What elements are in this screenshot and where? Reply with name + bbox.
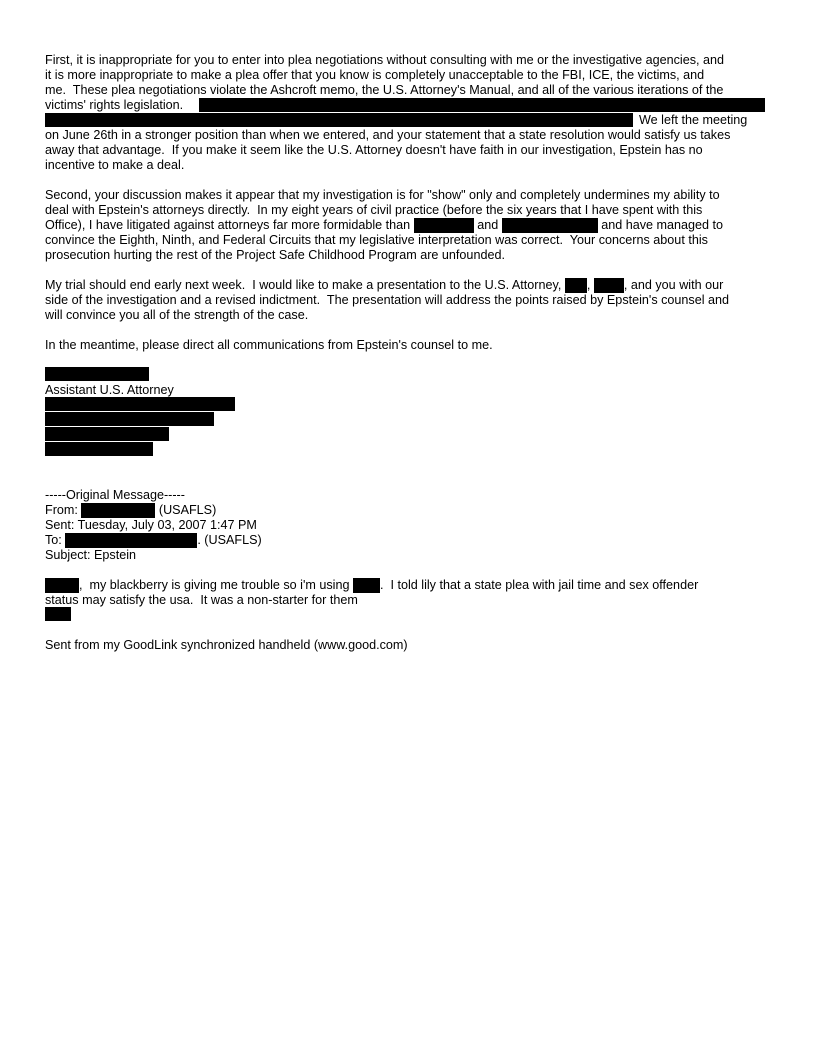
original-message-separator: -----Original Message----- <box>45 488 185 502</box>
original-sent: Sent: Tuesday, July 03, 2007 1:47 PM <box>45 518 257 532</box>
p2-line-3-text-a: Office), I have litigated against attorneys far more formidable than <box>45 218 411 232</box>
redaction-block <box>414 218 474 233</box>
p4-line: In the meantime, please direct all communications from Epstein's counsel to me. <box>45 338 493 352</box>
p1-line-3: me. These plea negotiations violate the Ashcroft memo, the U.S. Attorney's Manual, and all of the various iterations of the <box>45 83 724 97</box>
p2-line-3 <box>45 218 723 233</box>
redaction-block <box>565 278 587 293</box>
signature-name-redaction <box>45 367 149 381</box>
p2-line-4: convince the Eighth, Ninth, and Federal Circuits that my legislative interpretation was correct. Your concerns about this <box>45 233 708 247</box>
redaction-block <box>594 278 624 293</box>
p2-line-3-text-b: and <box>477 218 499 232</box>
original-subject: Subject: Epstein <box>45 548 137 562</box>
p3-line-3: will convince you all of the strength of the case. <box>45 308 309 322</box>
redaction-block <box>353 578 380 593</box>
p1-line-5-tail: We left the meeting <box>639 113 748 127</box>
original-body-line-1 <box>45 578 698 593</box>
p1-line-2: it is more inappropriate to make a plea offer that you know is completely unacceptable to the FBI, ICE, the victims, and <box>45 68 705 82</box>
p3-line-1-text-c: , and you with our <box>623 278 724 292</box>
redaction-block <box>45 578 79 593</box>
body-signoff-redaction <box>45 607 71 621</box>
p3-line-1-text-a: My trial should end early next week. I would like to make a presentation to the U.S. Attorney, <box>45 278 562 292</box>
original-to <box>45 533 262 548</box>
redaction-block <box>45 113 633 127</box>
p2-line-2: deal with Epstein's attorneys directly. In my eight years of civil practice (before the six years that I have spent with this <box>45 203 703 217</box>
to-label: To: <box>45 533 62 547</box>
signature-title: Assistant U.S. Attorney <box>45 383 174 397</box>
to-suffix: . (USAFLS) <box>197 533 262 547</box>
p1-line-7: away that advantage. If you make it seem like the U.S. Attorney doesn't have faith in our investigation, Epstein has no <box>45 143 703 157</box>
p2-line-5: prosecution hurting the rest of the Project Safe Childhood Program are unfounded. <box>45 248 505 262</box>
p1-line-8: incentive to make a deal. <box>45 158 185 172</box>
p1-line-6: on June 26th in a stronger position than when we entered, and your statement that a state resolution would satisfy us takes <box>45 128 731 142</box>
redaction-block <box>81 503 155 518</box>
original-body-line-2: status may satisfy the usa. It was a non-starter for them <box>45 593 358 607</box>
signature-redaction <box>45 427 169 441</box>
from-label: From: <box>45 503 78 517</box>
p3-line-1-comma: , <box>586 278 591 292</box>
body-text-a: , my blackberry is giving me trouble so i'm using <box>79 578 350 592</box>
p2-line-3-text-c: and have managed to <box>601 218 724 232</box>
p1-line-1: First, it is inappropriate for you to enter into plea negotiations without consulting with me or the investigative agencies, and <box>45 53 725 67</box>
redaction-block <box>502 218 598 233</box>
signature-redaction <box>45 442 153 456</box>
signature-redaction <box>45 397 235 411</box>
original-footer: Sent from my GoodLink synchronized handheld (www.good.com) <box>45 638 408 652</box>
redaction-block <box>199 98 765 112</box>
p1-line-4: victims' rights legislation. <box>45 98 184 112</box>
body-text-b: . I told lily that a state plea with jail time and sex offender <box>379 578 699 592</box>
redaction-block <box>65 533 197 548</box>
original-from <box>45 503 216 518</box>
from-suffix: (USAFLS) <box>158 503 217 517</box>
p3-line-2: side of the investigation and a revised indictment. The presentation will address the points raised by Epstein's counsel and <box>45 293 730 307</box>
p2-line-1: Second, your discussion makes it appear that my investigation is for "show" only and completely undermines my ability to <box>45 188 720 202</box>
signature-redaction <box>45 412 214 426</box>
p3-line-1 <box>45 278 723 293</box>
